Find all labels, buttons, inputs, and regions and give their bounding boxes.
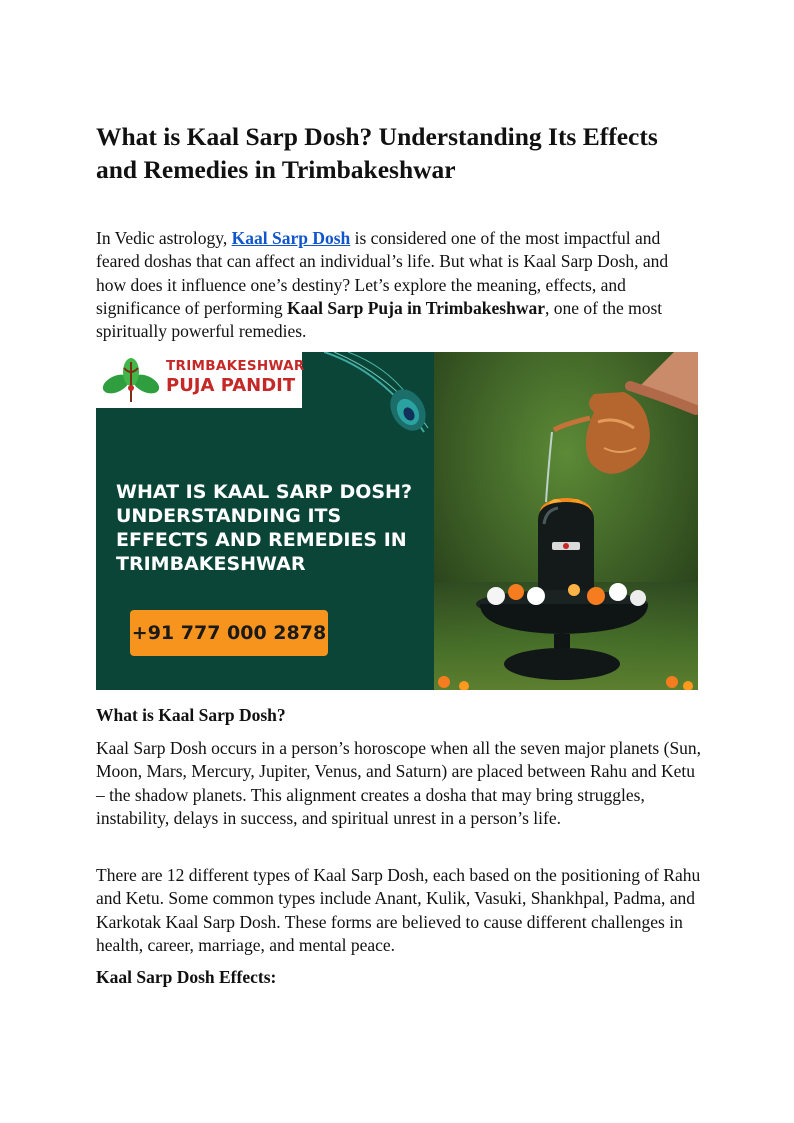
article-title: What is Kaal Sarp Dosh? Understanding Its Effects and Remedies in Trimbakeshwar — [96, 122, 658, 184]
kaal-sarp-dosh-link[interactable]: Kaal Sarp Dosh — [231, 228, 351, 248]
intro-text-2: is considered one of the most impactful and feared doshas that can affect an individual’s life. But what is Kaal Sarp Dosh, and how does it influence one’s destiny? Let’s explore the meaning, effects, and significance of performing — [96, 228, 669, 318]
brand-logo — [96, 352, 305, 408]
section-heading-effects: Kaal Sarp Dosh Effects: — [96, 967, 277, 987]
article-banner-image — [96, 352, 698, 690]
banner-headline: WHAT IS KAAL SARP DOSH? UNDERSTANDING ITS EFFECTS AND REMEDIES IN TRIMBAKESHWAR — [116, 481, 412, 575]
shivling-photo — [434, 352, 698, 690]
intro-bold-text: Kaal Sarp Puja in Trimbakeshwar — [286, 297, 545, 318]
logo-text-line2: PUJA PANDIT — [166, 375, 296, 396]
intro-text-1: In Vedic astrology, — [96, 228, 232, 248]
peacock-feather-icon — [324, 352, 436, 448]
logo-text-line1: TRIMBAKESHWAR — [166, 358, 305, 374]
call-phone-button[interactable]: +91 777 000 2878 — [130, 610, 328, 656]
leaf-trishul-icon — [100, 356, 162, 404]
section-heading-what-is: What is Kaal Sarp Dosh? — [96, 705, 286, 725]
intro-paragraph — [96, 227, 701, 343]
intro-text-3: , one of the most spiritually powerful remedies. — [96, 297, 663, 342]
section-paragraph-1: Kaal Sarp Dosh occurs in a person’s horoscope when all the seven major planets (Sun, Moon, Mars, Mercury, Jupiter, Venus, and Saturn) are placed between Rahu and Ketu – the shadow planets. This alignment creates a dosha that may bring struggles, instability, delays in success, and spiritual unrest in a person’s life. — [96, 738, 702, 828]
section-paragraph-2: There are 12 different types of Kaal Sarp Dosh, each based on the positioning of Rahu and Ketu. Some common types include Anant, Kulik, Vasuki, Shankhpal, Padma, and Karkotak Kaal Sarp Dosh. These forms are believed to cause different challenges in health, career, marriage, and mental peace. — [96, 865, 701, 955]
